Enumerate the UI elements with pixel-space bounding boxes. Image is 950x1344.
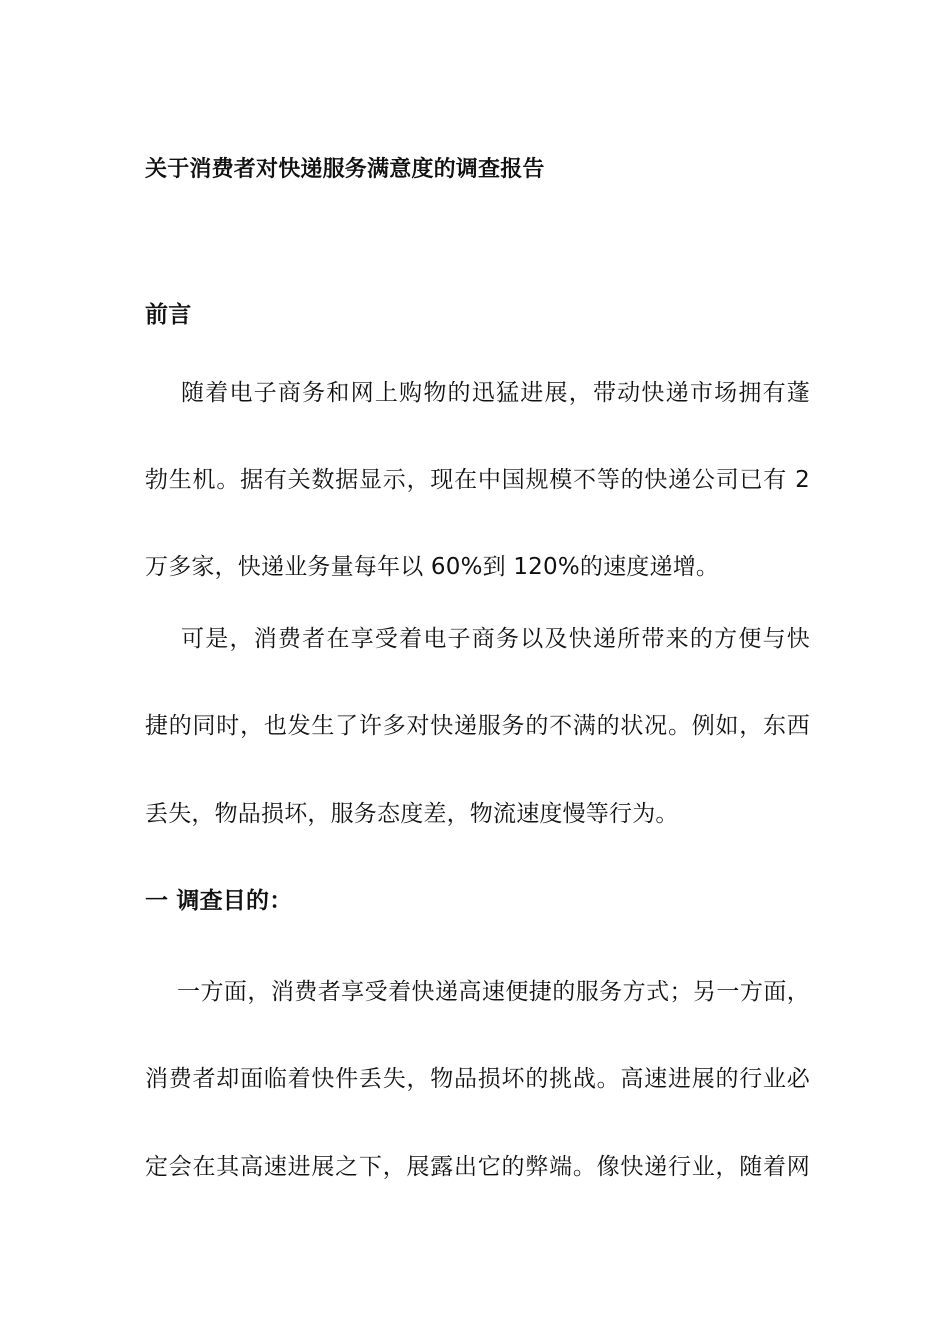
paragraph-2-line-1: 可是，消费者在享受着电子商务以及快递所带来的方便与快: [181, 626, 810, 652]
paragraph-1-line-1: 随着电子商务和网上购物的迅猛进展，带动快递市场拥有蓬: [181, 380, 810, 406]
paragraph-3-line-3: 定会在其高速进展之下，展露出它的弊端。像快递行业，随着网: [145, 1154, 810, 1180]
section-1-heading: 一 调查目的：: [145, 888, 293, 914]
paragraph-1-line-3: 万多家，快递业务量每年以 60%到 120%的速度递增。: [145, 554, 720, 580]
preface-heading: 前言: [145, 302, 192, 328]
paragraph-2-line-3: 丢失，物品损坏，服务态度差，物流速度慢等行为。: [145, 801, 679, 827]
paragraph-2-line-2: 捷的同时，也发生了许多对快递服务的不满的状况。例如，东西: [145, 713, 810, 739]
paragraph-3-line-2: 消费者却面临着快件丢失，物品损坏的挑战。高速进展的行业必: [145, 1066, 810, 1092]
paragraph-1-line-2: 勃生机。据有关数据显示，现在中国规模不等的快递公司已有 2: [145, 467, 810, 493]
paragraph-3-line-1: 一方面，消费者享受着快递高速便捷的服务方式；另一方面，: [177, 979, 810, 1005]
document-title: 关于消费者对快递服务满意度的调查报告: [145, 157, 545, 182]
